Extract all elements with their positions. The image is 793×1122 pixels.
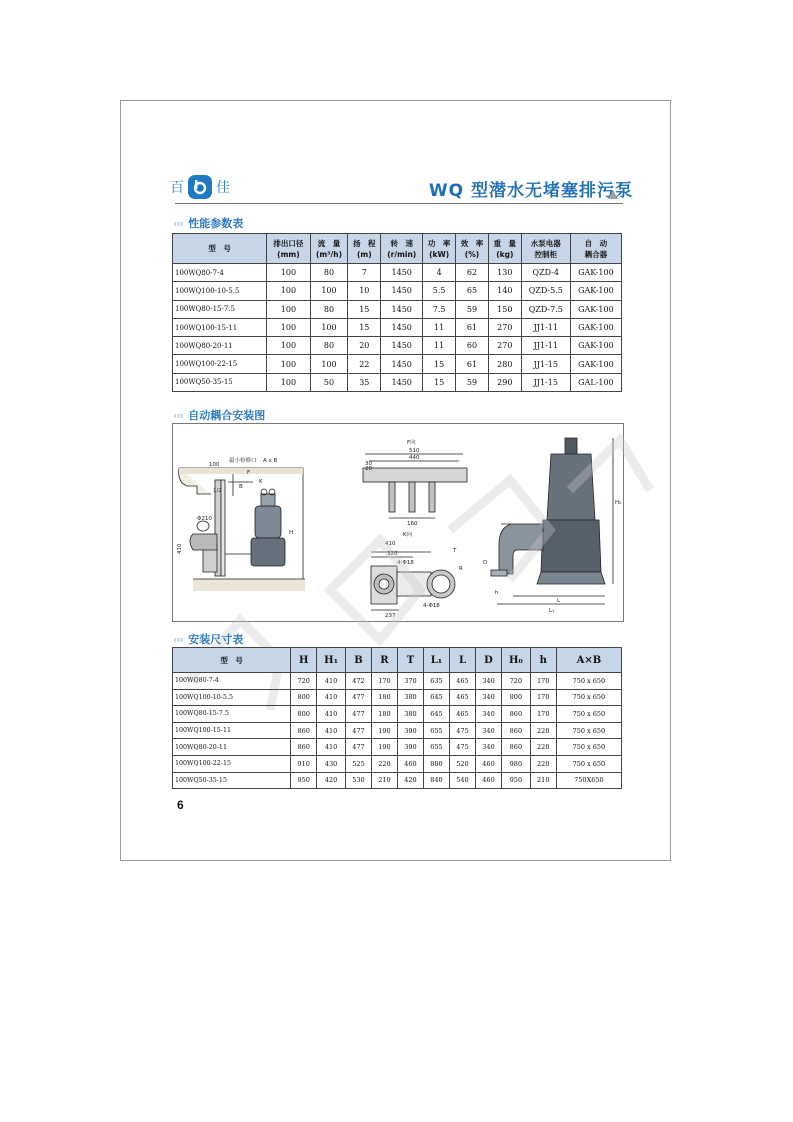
table-cell: 100 [310, 318, 348, 336]
table-cell: 100 [267, 264, 310, 282]
table-cell: 220 [530, 739, 556, 756]
table-cell: 1450 [381, 264, 423, 282]
dim-440-label: 440 [409, 455, 420, 461]
table-cell: 270 [488, 318, 521, 336]
table-cell: 860 [502, 706, 531, 723]
table-cell: 15 [348, 318, 381, 336]
table-cell: 530 [345, 772, 371, 789]
table-cell: 100 [310, 282, 348, 300]
table-cell: 11 [423, 318, 456, 336]
table-cell: 170 [530, 706, 556, 723]
table-cell: 750X650 [556, 772, 621, 789]
dim-510-label: 510 [409, 448, 420, 454]
table-cell: 1450 [381, 373, 423, 391]
performance-table [172, 233, 622, 392]
header-cell: 效 率 (%) [456, 234, 489, 264]
table-cell: 477 [345, 739, 371, 756]
view-k-label: K向 [403, 532, 413, 538]
chevron-left-icon: ‹‹‹ [173, 632, 184, 646]
installation-table [172, 647, 622, 789]
section-diagram-title: 自动耦合安装图 [188, 409, 266, 422]
header-cell: 功 率 (kW) [423, 234, 456, 264]
table-cell: JJ1-15 [521, 373, 570, 391]
model-cell: 100WQ100-10-5.5 [173, 282, 267, 300]
table-cell: 860 [291, 739, 317, 756]
table-cell: 860 [502, 739, 531, 756]
table-cell: 750 x 650 [556, 673, 621, 690]
table-row [173, 282, 622, 300]
table-row [173, 772, 622, 789]
model-cell: 100WQ100-10-5.5 [173, 689, 291, 706]
table-cell: 340 [476, 689, 502, 706]
bolts-label-bottom: 4-Φ18 [423, 603, 440, 609]
header-cell: A×B [556, 648, 621, 673]
table-cell: 170 [530, 689, 556, 706]
table-cell: 380 [397, 706, 423, 723]
model-cell: 100WQ50-35-15 [173, 772, 291, 789]
table-cell: 520 [449, 755, 475, 772]
table-cell: 7 [348, 264, 381, 282]
table-cell: 460 [476, 772, 502, 789]
letter-k-label: K [259, 479, 263, 485]
letter-d-label: D [483, 560, 488, 566]
table-cell: 840 [423, 772, 449, 789]
table-cell: 420 [397, 772, 423, 789]
brand-logo-icon [188, 175, 212, 199]
model-cell: 100WQ100-22-15 [173, 355, 267, 373]
table-row [173, 264, 622, 282]
header-cell: 重 量 (kg) [488, 234, 521, 264]
table-cell: 635 [423, 673, 449, 690]
table-cell: GAL-100 [570, 373, 621, 391]
service-opening-label: 最小检修口 [229, 458, 257, 464]
table-cell: 800 [502, 689, 531, 706]
document-title: WQ 型潜水无堵塞排污泵 [428, 181, 633, 201]
dim-410b-label: 410 [385, 541, 396, 547]
table-cell: 100 [267, 355, 310, 373]
dim-30-label: 30 [365, 461, 372, 467]
table-cell: GAK-100 [570, 264, 621, 282]
table-cell: 750 x 650 [556, 706, 621, 723]
table-cell: 150 [488, 300, 521, 318]
letter-l1-label: L₁ [549, 608, 555, 614]
table-cell: 130 [488, 264, 521, 282]
table-cell: 1450 [381, 282, 423, 300]
header-cell: H₁ [317, 648, 346, 673]
table-cell: 750 x 650 [556, 755, 621, 772]
table-cell: 190 [371, 739, 397, 756]
table-cell: 750 x 650 [556, 722, 621, 739]
table-cell: 10 [348, 282, 381, 300]
table-cell: GAK-100 [570, 337, 621, 355]
header-cell: 型 号 [173, 234, 267, 264]
table-cell: 62 [456, 264, 489, 282]
dim-320-label: 320 [387, 551, 398, 557]
table-cell: 420 [317, 772, 346, 789]
view-f-label: F向 [407, 440, 416, 446]
ab-label: A x B [263, 458, 278, 464]
table-cell: 410 [317, 722, 346, 739]
table-cell: 410 [317, 673, 346, 690]
table-cell: 910 [291, 755, 317, 772]
installation-header-row [173, 648, 622, 673]
table-cell: 100 [267, 300, 310, 318]
table-cell: GAK-100 [570, 318, 621, 336]
table-cell: 59 [456, 373, 489, 391]
letter-t-label: T [453, 548, 457, 554]
corner-triangle-icon [608, 190, 618, 199]
table-cell: 477 [345, 689, 371, 706]
model-cell: 100WQ50-35-15 [173, 373, 267, 391]
brand-right-char: 佳 [216, 180, 230, 196]
header-cell: B [345, 648, 371, 673]
table-cell: 170 [371, 673, 397, 690]
table-cell: 720 [502, 673, 531, 690]
table-cell: 465 [449, 673, 475, 690]
table-cell: 60 [456, 337, 489, 355]
table-row [173, 673, 622, 690]
table-row [173, 318, 622, 336]
table-cell: 410 [317, 706, 346, 723]
table-cell: 477 [345, 706, 371, 723]
table-cell: 220 [371, 755, 397, 772]
table-row [173, 722, 622, 739]
header-cell: h [530, 648, 556, 673]
table-cell: 540 [449, 772, 475, 789]
table-cell: 477 [345, 722, 371, 739]
dim-237-label: 237 [385, 613, 396, 619]
table-cell: 4 [423, 264, 456, 282]
model-cell: 100WQ100-15-11 [173, 722, 291, 739]
table-cell: 220 [530, 722, 556, 739]
table-cell: 61 [456, 318, 489, 336]
model-cell: 100WQ100-22-15 [173, 755, 291, 772]
table-cell: 655 [423, 722, 449, 739]
table-cell: 180 [371, 689, 397, 706]
ratio-label: 1/2 [213, 488, 222, 494]
table-cell: JJ1-15 [521, 355, 570, 373]
table-cell: 11 [423, 337, 456, 355]
table-cell: 20 [348, 337, 381, 355]
table-cell: 100 [267, 337, 310, 355]
table-cell: 390 [397, 722, 423, 739]
table-cell: 645 [423, 706, 449, 723]
table-cell: 15 [423, 355, 456, 373]
table-cell: 380 [397, 689, 423, 706]
table-cell: 800 [423, 755, 449, 772]
section-diagram [173, 407, 265, 423]
table-cell: 460 [476, 755, 502, 772]
table-cell: GAK-100 [570, 355, 621, 373]
header-cell: L₁ [423, 648, 449, 673]
installation-drawing-svg [173, 424, 623, 621]
table-cell: GAK-100 [570, 300, 621, 318]
header-cell: 水泵电器 控制柜 [521, 234, 570, 264]
header-rule [175, 203, 623, 204]
table-cell: 340 [476, 673, 502, 690]
table-cell: 950 [502, 772, 531, 789]
table-cell: 860 [502, 722, 531, 739]
table-row [173, 300, 622, 318]
section-performance [173, 215, 243, 231]
table-cell: GAK-100 [570, 282, 621, 300]
phi210-label: Φ210 [197, 516, 212, 522]
model-cell: 100WQ80-7-4 [173, 673, 291, 690]
letter-l-label: L [557, 598, 561, 604]
dim-410-label: 410 [177, 543, 183, 554]
table-cell: 340 [476, 706, 502, 723]
table-cell: 290 [488, 373, 521, 391]
table-cell: 180 [371, 706, 397, 723]
header-cell: 扬 程 (m) [348, 234, 381, 264]
table-row [173, 373, 622, 391]
table-cell: 800 [291, 706, 317, 723]
table-cell: 80 [310, 300, 348, 318]
bolts-label-top: 4-Φ18 [397, 560, 414, 566]
table-cell: 65 [456, 282, 489, 300]
table-cell: 15 [348, 300, 381, 318]
table-cell: 750 x 650 [556, 689, 621, 706]
brand-logo [170, 172, 230, 202]
header-cell: H [291, 648, 317, 673]
table-cell: 22 [348, 355, 381, 373]
table-cell: 645 [423, 689, 449, 706]
table-cell: 61 [456, 355, 489, 373]
model-cell: 100WQ80-15-7.5 [173, 300, 267, 318]
table-cell: 800 [291, 689, 317, 706]
dim-100-label: 100 [209, 462, 220, 468]
table-cell: 340 [476, 722, 502, 739]
table-cell: 1450 [381, 300, 423, 318]
table-cell: 50 [310, 373, 348, 391]
table-cell: 100 [267, 373, 310, 391]
table-cell: 210 [371, 772, 397, 789]
section-installation-title: 安装尺寸表 [188, 633, 244, 646]
dim-160-label: 160 [407, 521, 418, 527]
table-cell: 35 [348, 373, 381, 391]
table-row [173, 706, 622, 723]
model-cell: 100WQ80-20-11 [173, 739, 291, 756]
letter-r-label: R [459, 566, 463, 572]
header-cell: 流 量 (m³/h) [310, 234, 348, 264]
table-row [173, 739, 622, 756]
model-cell: 100WQ80-20-11 [173, 337, 267, 355]
page-number: 6 [177, 798, 184, 812]
table-row [173, 355, 622, 373]
table-cell: 430 [317, 755, 346, 772]
table-row [173, 337, 622, 355]
header-cell: H₀ [502, 648, 531, 673]
header-cell: D [476, 648, 502, 673]
table-cell: QZD-7.5 [521, 300, 570, 318]
table-cell: 410 [317, 739, 346, 756]
table-cell: 210 [530, 772, 556, 789]
letter-h0-label: H₀ [615, 500, 622, 506]
table-cell: 525 [345, 755, 371, 772]
header-cell: T [397, 648, 423, 673]
header-cell: L [449, 648, 475, 673]
brand-left-char: 百 [170, 180, 184, 196]
table-cell: 80 [310, 337, 348, 355]
table-cell: 860 [291, 722, 317, 739]
section-performance-title: 性能参数表 [188, 217, 244, 230]
table-cell: 15 [423, 373, 456, 391]
table-cell: 980 [502, 755, 531, 772]
table-cell: QZD-5.5 [521, 282, 570, 300]
table-cell: 475 [449, 722, 475, 739]
header-cell: 型 号 [173, 648, 291, 673]
table-cell: 950 [291, 772, 317, 789]
table-cell: 220 [530, 755, 556, 772]
installation-drawing [172, 423, 624, 622]
table-cell: 100 [267, 282, 310, 300]
letter-h-small-label: h [495, 590, 499, 596]
table-cell: 80 [310, 264, 348, 282]
model-cell: 100WQ80-15-7.5 [173, 706, 291, 723]
table-row [173, 755, 622, 772]
section-installation [173, 631, 243, 647]
table-cell: 472 [345, 673, 371, 690]
header-cell: R [371, 648, 397, 673]
table-cell: 170 [530, 673, 556, 690]
table-cell: 720 [291, 673, 317, 690]
table-cell: 5.5 [423, 282, 456, 300]
header-cell: 自 动 耦合器 [570, 234, 621, 264]
chevron-left-icon: ‹‹‹ [173, 408, 184, 422]
f-view [363, 454, 467, 518]
table-cell: 1450 [381, 318, 423, 336]
table-cell: 465 [449, 689, 475, 706]
header-cell: 排出口径 (mm) [267, 234, 310, 264]
model-cell: 100WQ100-15-11 [173, 318, 267, 336]
table-cell: JJ1-11 [521, 318, 570, 336]
table-cell: 750 x 650 [556, 739, 621, 756]
table-cell: 370 [397, 673, 423, 690]
performance-header-row [173, 234, 622, 264]
dim-20-label: 20 [365, 466, 372, 472]
table-cell: 190 [371, 722, 397, 739]
letter-h-label: H [289, 530, 294, 536]
table-cell: JJ1-11 [521, 337, 570, 355]
model-cell: 100WQ80-7-4 [173, 264, 267, 282]
letter-b-label: B [239, 484, 243, 490]
table-row [173, 689, 622, 706]
table-cell: 340 [476, 739, 502, 756]
pump-elevation-view [491, 438, 613, 604]
chevron-left-icon: ‹‹‹ [173, 216, 184, 230]
table-cell: 270 [488, 337, 521, 355]
table-cell: 7.5 [423, 300, 456, 318]
table-cell: 465 [449, 706, 475, 723]
table-cell: 460 [397, 755, 423, 772]
table-cell: 1450 [381, 337, 423, 355]
table-cell: 59 [456, 300, 489, 318]
table-cell: 280 [488, 355, 521, 373]
table-cell: 100 [267, 318, 310, 336]
table-cell: 100 [310, 355, 348, 373]
table-cell: 655 [423, 739, 449, 756]
table-cell: 390 [397, 739, 423, 756]
table-cell: 410 [317, 689, 346, 706]
letter-f-label: F [247, 470, 251, 476]
table-cell: 475 [449, 739, 475, 756]
table-cell: QZD-4 [521, 264, 570, 282]
header-cell: 转 速 (r/min) [381, 234, 423, 264]
table-cell: 1450 [381, 355, 423, 373]
table-cell: 140 [488, 282, 521, 300]
